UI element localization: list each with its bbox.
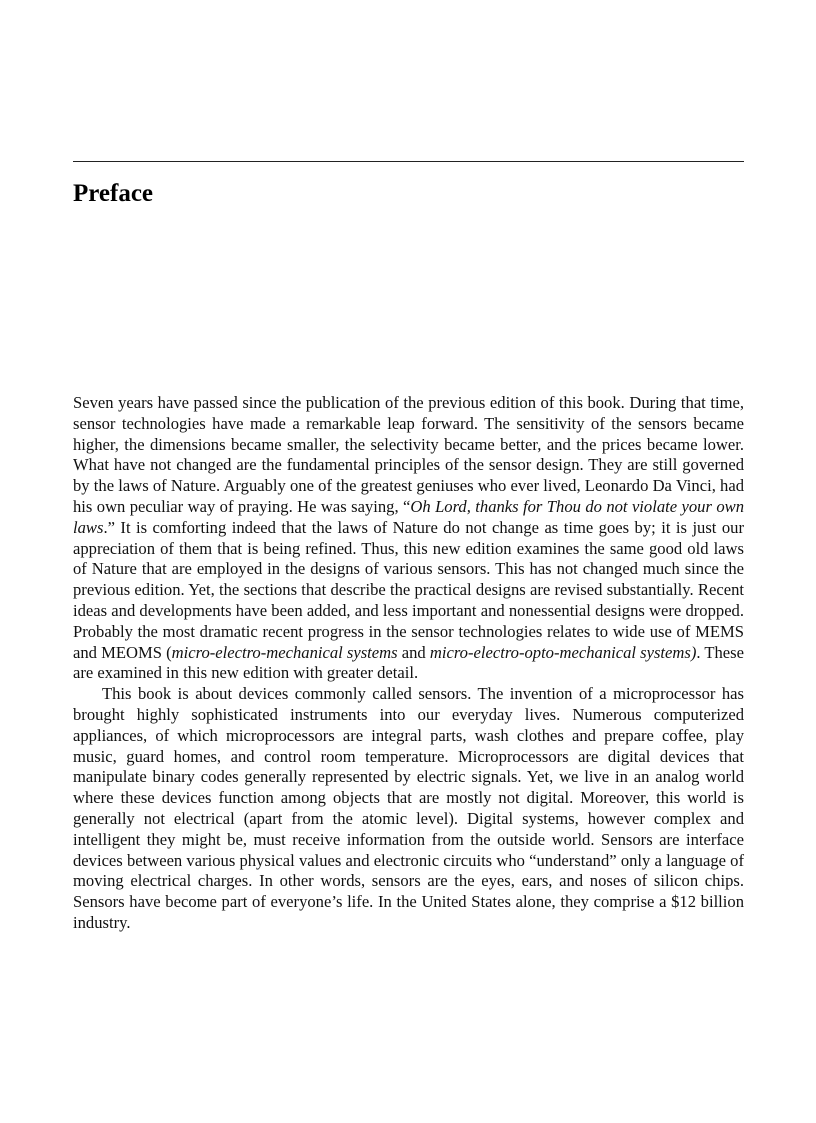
paragraph-1-text: .” It is comforting indeed that the laws of Nature do not change as time goes by; it is just our appreciation of them that is being refined. Thus, this new edition examines the same good old laws of Nature that are employed in the designs of various sensors. This has not changed much since the previous edition. Yet, the sections that describe the practical designs are revised substantially. Recent ideas and developments have been added, and less important and nonessential designs were dropped. Probably the most dramatic recent progress in the sensor technologies relates to wide use of MEMS and MEOMS ( bbox=[73, 517, 744, 662]
paragraph-1-text: Seven years have passed since the publication of the previous edition of this book. During that time, sensor technologies have made a remarkable leap forward. The sensitivity of the sensors became higher, the dimensions became smaller, the selectivity became better, and the prices became lower. What have not changed are the fundamental principles of the sensor design. They are still governed by the laws of Nature. Arguably one of the greatest geniuses who ever lived, Leonardo Da Vinci, had his own peculiar way of praying. He was saying, “ bbox=[73, 393, 744, 516]
paragraph-1-term-meoms: micro-electro-opto-mechanical systems) bbox=[429, 642, 697, 662]
header-rule bbox=[73, 161, 744, 162]
paragraph-1-text: . These are examined in this new edition with greater detail. bbox=[73, 642, 744, 683]
paragraph-1-quote: Oh Lord, thanks for Thou do not violate your own laws bbox=[73, 496, 744, 537]
paragraph-1-text: and bbox=[397, 642, 430, 662]
paragraph-2 bbox=[73, 684, 744, 934]
page-title: Preface bbox=[73, 180, 154, 207]
paragraph-2-text: This book is about devices commonly called sensors. The invention of a microprocessor has brought highly sophisticated instruments into our everyday lives. Numerous computerized appliances, of which microprocessors are integral parts, wash clothes and prepare coffee, play music, guard homes, and control room temperature. Microprocessors are digital devices that manipulate binary codes generally represented by electric signals. Yet, we live in an analog world where these devices function among objects that are mostly not digital. Moreover, this world is generally not electrical (apart from the atomic level). Digital systems, however complex and intelligent they might be, must receive information from the outside world. Sensors are interface devices between various physical values and electronic circuits who “understand” only a language of moving electrical charges. In other words, sensors are the eyes, ears, and noses of silicon chips. Sensors have become part of everyone’s life. In the United States alone, they comprise a $12 billion industry. bbox=[73, 684, 744, 932]
preface-body bbox=[73, 393, 744, 934]
paragraph-1 bbox=[73, 393, 744, 684]
paragraph-1-term-mems: micro-electro-mechanical systems bbox=[171, 642, 398, 662]
